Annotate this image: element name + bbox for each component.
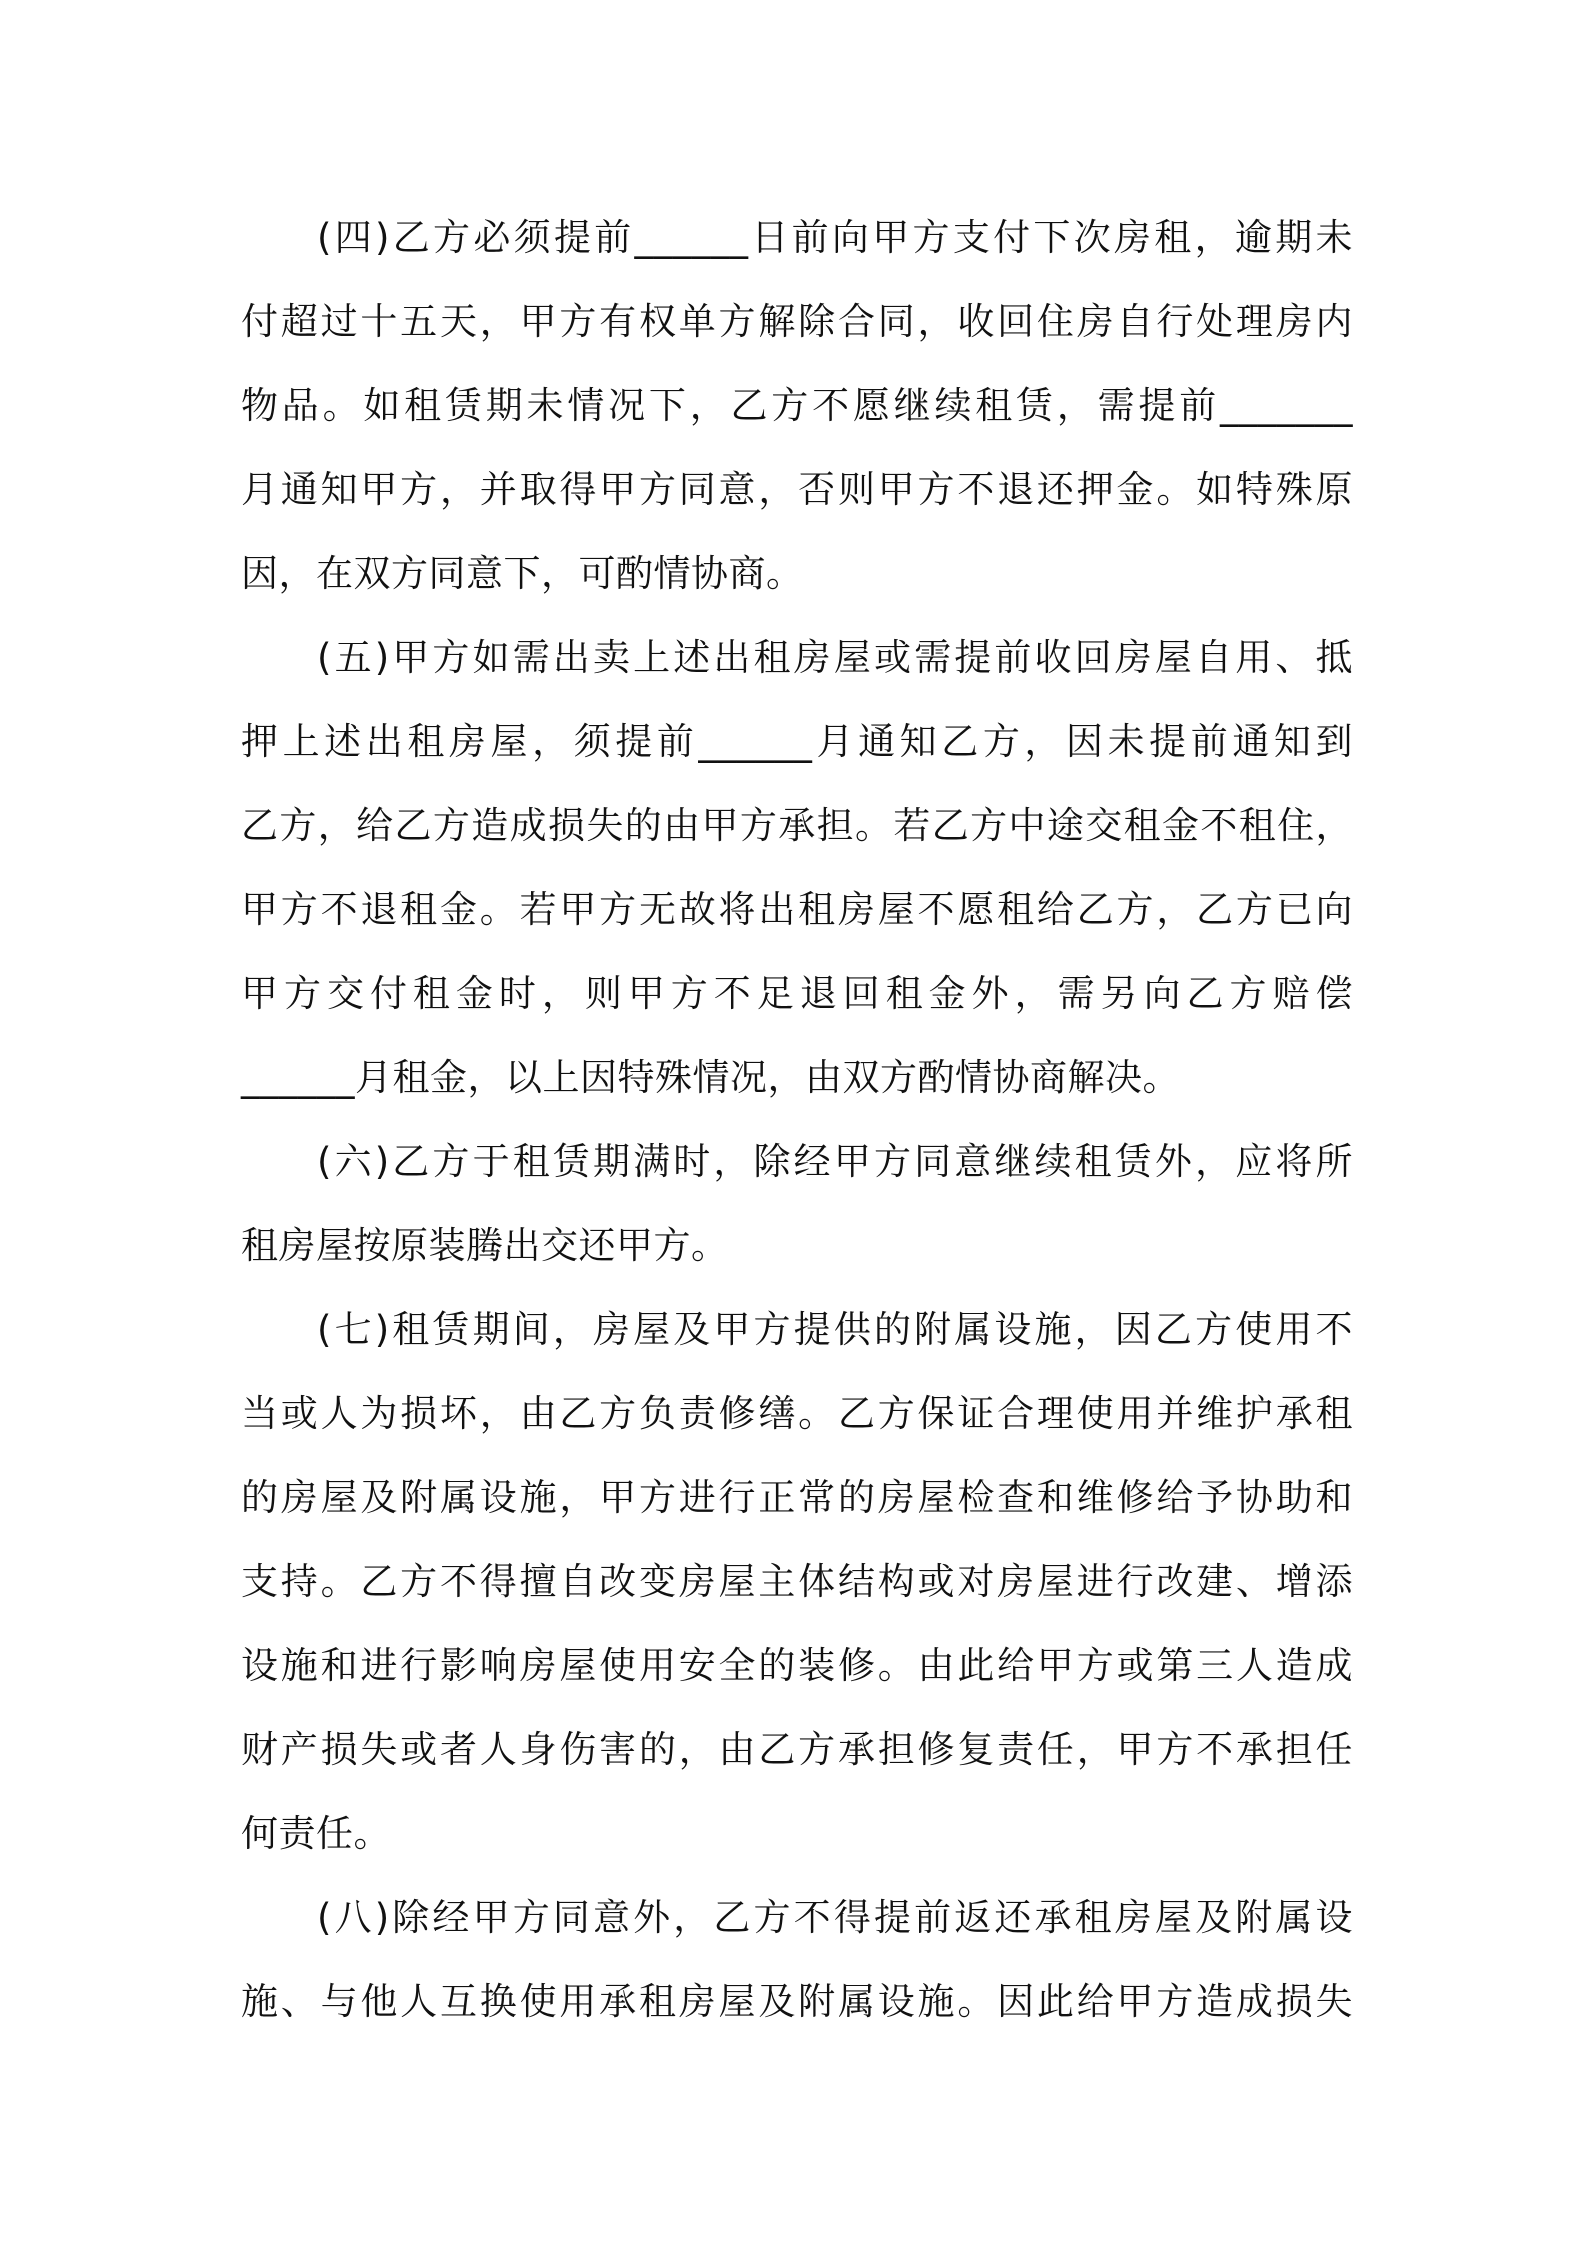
clause-4-paragraph <box>241 196 1353 616</box>
clause-5-line-2: 押上述出租房屋，须提前______月通知乙方，因未提前通知到 <box>241 720 1353 763</box>
clause-4-line-4: 月通知甲方，并取得甲方同意，否则甲方不退还押金。如特殊原 <box>241 468 1353 511</box>
clause-5-line-3: 乙方，给乙方造成损失的由甲方承担。若乙方中途交租金不租住， <box>241 804 1353 847</box>
clause-7-paragraph <box>241 1288 1353 1876</box>
clause-8-line-2: 施、与他人互换使用承租房屋及附属设施。因此给甲方造成损失 <box>241 1980 1353 2023</box>
clause-6-paragraph <box>241 1120 1353 1288</box>
clause-4-line-3: 物品。如租赁期未情况下，乙方不愿继续租赁，需提前_______ <box>241 384 1353 427</box>
clause-4-line-1: (四)乙方必须提前______日前向甲方支付下次房租，逾期未 <box>317 216 1353 259</box>
clause-7-line-5: 设施和进行影响房屋使用安全的装修。由此给甲方或第三人造成 <box>241 1644 1353 1687</box>
clause-7-line-6: 财产损失或者人身伤害的，由乙方承担修复责任，甲方不承担任 <box>241 1728 1353 1771</box>
clause-7-line-2: 当或人为损坏，由乙方负责修缮。乙方保证合理使用并维护承租 <box>241 1392 1353 1435</box>
clause-8-line-1: (八)除经甲方同意外，乙方不得提前返还承租房屋及附属设 <box>317 1896 1353 1939</box>
clause-7-line-3: 的房屋及附属设施，甲方进行正常的房屋检查和维修给予协助和 <box>241 1476 1353 1519</box>
clause-7-line-4: 支持。乙方不得擅自改变房屋主体结构或对房屋进行改建、增添 <box>241 1560 1353 1603</box>
clause-5-line-6: ______月租金，以上因特殊情况，由双方酌情协商解决。 <box>241 1056 1180 1099</box>
clause-5-line-1: (五)甲方如需出卖上述出租房屋或需提前收回房屋自用、抵 <box>317 636 1353 679</box>
clause-4-line-5: 因，在双方同意下，可酌情协商。 <box>241 552 804 595</box>
clause-5-paragraph <box>241 616 1353 1120</box>
clause-6-line-1: (六)乙方于租赁期满时，除经甲方同意继续租赁外，应将所 <box>317 1140 1353 1183</box>
clause-7-line-7: 何责任。 <box>241 1812 391 1855</box>
clause-5-line-4: 甲方不退租金。若甲方无故将出租房屋不愿租给乙方，乙方已向 <box>241 888 1353 931</box>
clause-7-line-1: (七)租赁期间，房屋及甲方提供的附属设施，因乙方使用不 <box>317 1308 1353 1351</box>
clause-4-line-2: 付超过十五天，甲方有权单方解除合同，收回住房自行处理房内 <box>241 300 1353 343</box>
clause-8-paragraph <box>241 1876 1353 2044</box>
clause-5-line-5: 甲方交付租金时，则甲方不足退回租金外，需另向乙方赔偿 <box>241 972 1353 1015</box>
contract-text <box>241 196 1353 2044</box>
clause-6-line-2: 租房屋按原装腾出交还甲方。 <box>241 1224 729 1267</box>
